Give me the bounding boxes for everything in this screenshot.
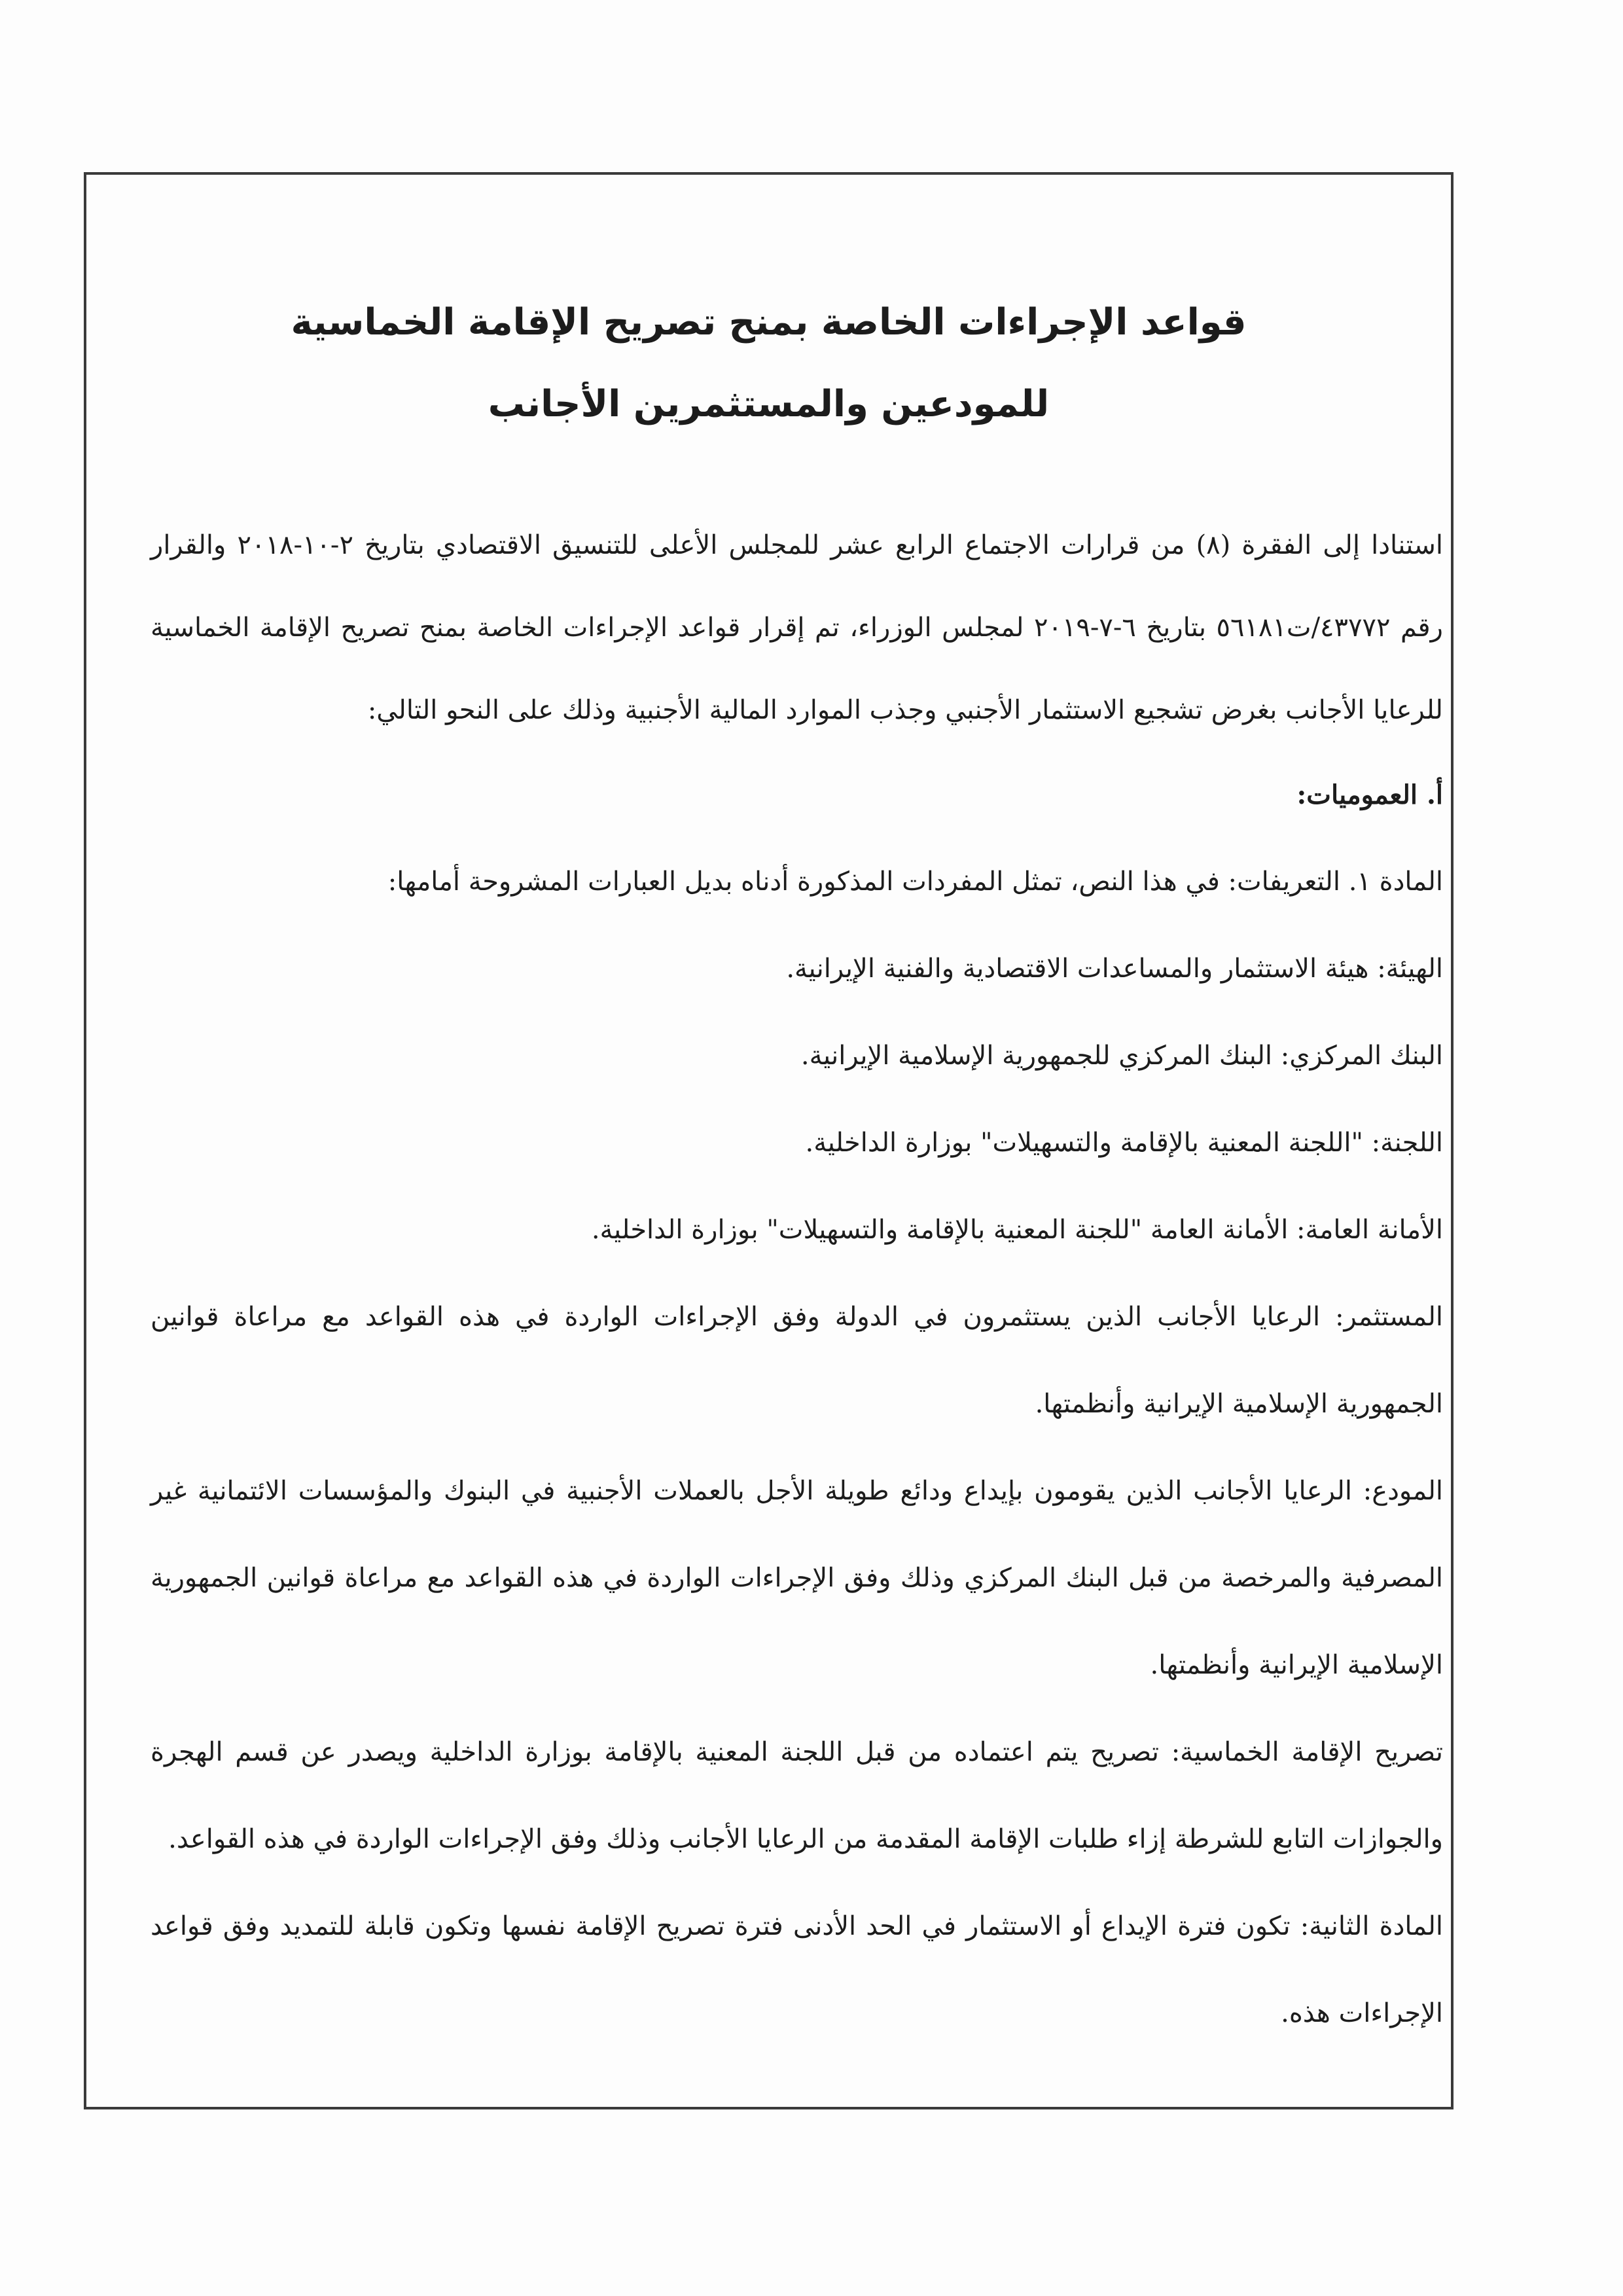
title-line-2: للمودعين والمستثمرين الأجانب (488, 383, 1050, 425)
article-1-definitions: المادة ١. التعريفات: في هذا النص، تمثل المفردات المذكورة أدناه بديل العبارات المشروحة أمامها: (387, 867, 1443, 897)
definition-committee: اللجنة: "اللجنة المعنية بالإقامة والتسهيلات" بوزارة الداخلية. (805, 1128, 1443, 1158)
definition-authority: الهيئة: هيئة الاستثمار والمساعدات الاقتصادية والفنية الإيرانية. (786, 954, 1443, 984)
title-line-1: قواعد الإجراءات الخاصة بمنح تصريح الإقامة الخماسية (291, 301, 1247, 344)
article-2-paragraph: المادة الثانية: تكون فترة الإيداع أو الاستثمار في الحد الأدنى فترة تصريح الإقامة نفسها وتكون قابلة للتمديد وفق قواعد الإجراءات هذه. (151, 1911, 1443, 2028)
definition-general-secretariat: الأمانة العامة: الأمانة العامة "للجنة المعنية بالإقامة والتسهيلات" بوزارة الداخلية. (591, 1215, 1443, 1245)
definition-residence-permit: تصريح الإقامة الخماسية: تصريح يتم اعتماده من قبل اللجنة المعنية بالإقامة بوزارة الداخلية ويصدر عن قسم الهجرة والجوازات التابع للشرطة إزاء طلبات الإقامة المقدمة من الرعايا الأجانب وذلك وفق الإجراءات الواردة في هذه القواعد. (151, 1737, 1443, 1854)
intro-paragraph: استنادا إلى الفقرة (٨) من قرارات الاجتماع الرابع عشر للمجلس الأعلى للتنسيق الاقتصادي بتاريخ ٢-١٠-٢٠١٨ والقرار رقم ٤٣٧٧٢/ت٥٦١٨١ بتاريخ ٦-٧-٢٠١٩ لمجلس الوزراء، تم إقرار قواعد الإجراءات الخاصة بمنح تصريح الإقامة الخماسية للرعايا الأجانب بغرض تشجيع الاستثمار الأجنبي وجذب الموارد المالية الأجنبية وذلك على النحو التالي: (151, 530, 1443, 725)
document-body (151, 504, 1443, 2057)
definition-investor: المستثمر: الرعايا الأجانب الذين يستثمرون في الدولة وفق الإجراءات الواردة في هذه القواعد مع مراعاة قوانين الجمهورية الإسلامية الإيرانية وأنظمتها. (151, 1302, 1443, 1419)
definition-central-bank: البنك المركزي: البنك المركزي للجمهورية الإسلامية الإيرانية. (800, 1041, 1443, 1071)
document-title (84, 281, 1454, 445)
definition-depositor: المودع: الرعايا الأجانب الذين يقومون بإيداع ودائع طويلة الأجل بالعملات الأجنبية في البنوك والمؤسسات الائتمانية غير المصرفية والمرخصة من قبل البنك المركزي وذلك وفق الإجراءات الواردة في هذه القواعد مع مراعاة قوانين الجمهورية الإسلامية الإيرانية وأنظمتها. (151, 1476, 1443, 1680)
section-heading-general: أ. العموميات: (1296, 780, 1443, 810)
